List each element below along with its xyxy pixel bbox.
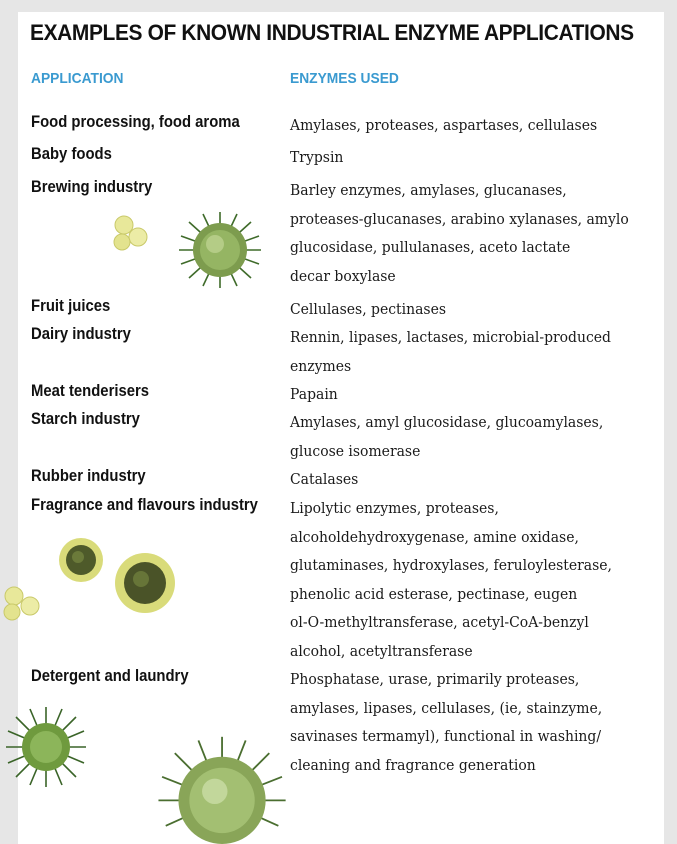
application-name: Fragrance and flavours industry bbox=[31, 496, 258, 514]
application-name: Baby foods bbox=[31, 145, 112, 163]
application-name: Starch industry bbox=[31, 410, 140, 428]
enzymes-text: Trypsin bbox=[290, 148, 344, 166]
enzymes-text: proteases-glucanases, arabino xylanases, amylo bbox=[290, 209, 629, 228]
enzymes-text: alcohol, acetyltransferase bbox=[290, 641, 473, 660]
enzymes-cell bbox=[290, 111, 675, 140]
enzymes-text: Papain bbox=[290, 385, 338, 403]
column-header-application: APPLICATION bbox=[31, 70, 124, 87]
enzymes-cell bbox=[290, 665, 675, 779]
enzymes-text: Catalases bbox=[290, 470, 359, 488]
pollen-cluster-small-icon bbox=[0, 584, 44, 624]
enzymes-text: Phosphatase, urase, primarily proteases, bbox=[290, 670, 580, 688]
column-header-enzymes: ENZYMES USED bbox=[290, 70, 399, 87]
application-name: Dairy industry bbox=[31, 325, 131, 343]
enzymes-text: glucosidase, pullulanases, aceto lactate bbox=[290, 238, 571, 256]
pollen-grain-icon bbox=[112, 550, 178, 616]
application-name: Rubber industry bbox=[31, 467, 146, 485]
enzymes-cell bbox=[290, 380, 675, 409]
enzymes-text: enzymes bbox=[290, 356, 352, 375]
enzymes-text: Barley enzymes, amylases, glucanases, bbox=[290, 181, 567, 199]
enzymes-text: phenolic acid esterase, pectinase, eugen bbox=[290, 584, 578, 603]
enzymes-text: decar boxylase bbox=[290, 266, 396, 285]
enzymes-text: savinases termamyl), functional in washing/ bbox=[290, 727, 602, 745]
enzymes-text: Cellulases, pectinases bbox=[290, 300, 447, 318]
enzymes-cell bbox=[290, 465, 675, 494]
enzymes-text: cleaning and fragrance generation bbox=[290, 755, 536, 774]
enzymes-cell bbox=[290, 408, 675, 465]
application-name: Brewing industry bbox=[31, 178, 153, 196]
enzymes-text: glucose isomerase bbox=[290, 441, 421, 460]
enzymes-cell bbox=[290, 143, 675, 172]
application-name: Meat tenderisers bbox=[31, 382, 150, 400]
application-name: Detergent and laundry bbox=[31, 667, 189, 685]
spiky-pollen-icon bbox=[150, 735, 295, 844]
pollen-cluster-small-icon bbox=[108, 212, 152, 256]
enzymes-cell bbox=[290, 176, 675, 290]
enzymes-cell bbox=[290, 494, 675, 665]
enzymes-text: Rennin, lipases, lactases, microbial-produced bbox=[290, 328, 611, 346]
enzymes-text: Amylases, proteases, aspartases, cellulases bbox=[290, 116, 598, 134]
enzymes-cell bbox=[290, 295, 675, 324]
pollen-grain-icon bbox=[56, 535, 106, 585]
application-name: Fruit juices bbox=[31, 297, 111, 315]
enzymes-text: Amylases, amyl glucosidase, glucoamylases, bbox=[290, 413, 604, 431]
enzymes-text: alcoholdehydroxygenase, amine oxidase, bbox=[290, 527, 579, 546]
enzymes-text: Lipolytic enzymes, proteases, bbox=[290, 499, 499, 517]
enzymes-text: amylases, lipases, cellulases, (ie, stainzyme, bbox=[290, 698, 603, 717]
enzymes-text: glutaminases, hydroxylases, feruloylesterase, bbox=[290, 556, 612, 574]
page-title: EXAMPLES OF KNOWN INDUSTRIAL ENZYME APPLICATIONS bbox=[30, 20, 634, 45]
application-name: Food processing, food aroma bbox=[31, 113, 240, 131]
enzymes-cell bbox=[290, 323, 675, 380]
spiky-pollen-icon bbox=[175, 210, 265, 290]
enzymes-text: ol-O-methyltransferase, acetyl-CoA-benzyl bbox=[290, 613, 589, 631]
spiky-pollen-icon bbox=[4, 705, 88, 789]
